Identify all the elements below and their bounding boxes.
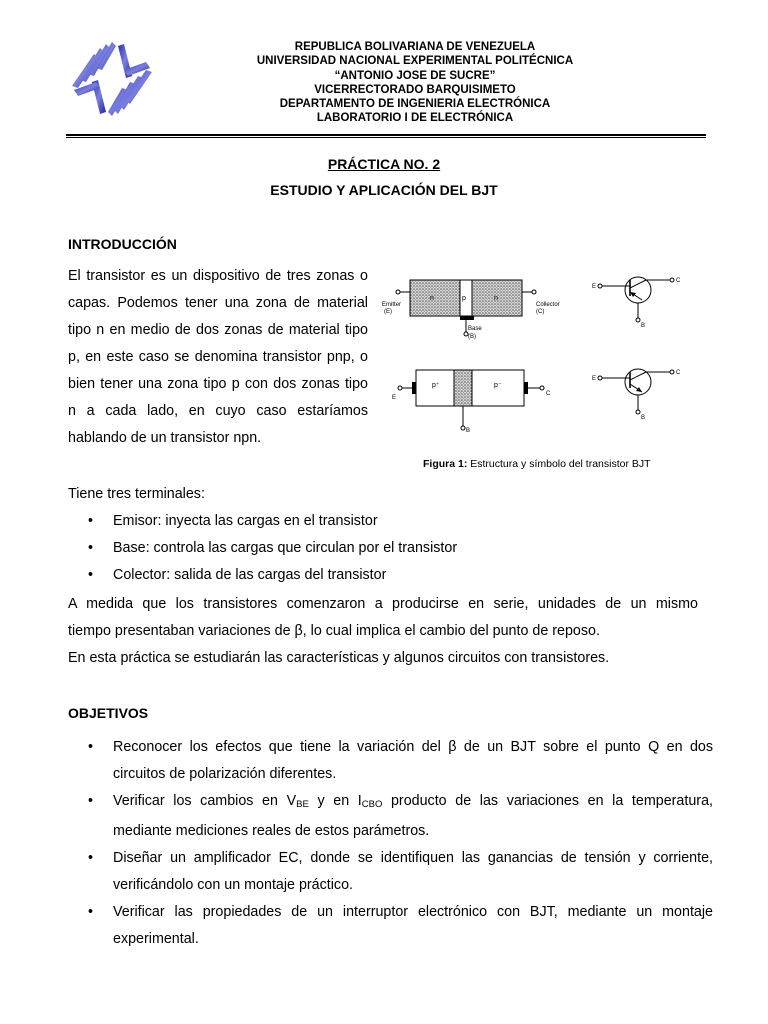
bullet: •	[88, 513, 94, 529]
collector-sub-label: (C)	[536, 309, 545, 315]
emitter-sub-label: (E)	[384, 309, 392, 315]
header-line: UNIVERSIDAD NACIONAL EXPERIMENTAL POLITÉCNICA	[256, 55, 574, 68]
bullet: •	[88, 850, 94, 866]
beta-paragraph-line: tiempo presentaban variaciones de β, lo cual implica el cambio del punto de reposo.	[68, 623, 600, 639]
practice-subject: ESTUDIO Y APLICACIÓN DEL BJT	[270, 182, 498, 198]
bjt-structure-figure	[380, 270, 700, 440]
figure-caption-label: Figura 1:	[423, 458, 468, 470]
collector-label: Collector	[536, 302, 560, 308]
practice-title: PRÁCTICA NO. 2	[327, 156, 441, 172]
closing-paragraph: En esta práctica se estudiarán las características y algunos circuitos con transistores.	[68, 650, 610, 666]
list-item: • Reconocer los efectos que tiene la variación del β de un BJT sobre el punto Q en dos circuitos de polarización diferentes.	[68, 734, 713, 788]
list-item: • Diseñar un amplificador EC, donde se identifiquen las ganancias de tensión y corriente, verificándolo con un montaje práctico.	[68, 845, 713, 899]
list-item: • Verificar las propiedades de un interruptor electrónico con BJT, mediante un montaje experimental.	[68, 899, 713, 953]
header-line: VICERRECTORADO BARQUISIMETO	[314, 83, 516, 96]
emitter-terminal-label: E	[392, 395, 397, 401]
npn-transistor-symbol	[592, 369, 681, 421]
list-item: • Colector: salida de las cargas del transistor	[68, 562, 688, 589]
intro-heading: INTRODUCCIÓN	[68, 236, 177, 252]
base-terminal-label: B	[466, 428, 471, 434]
collector-terminal-label: C	[546, 391, 551, 397]
intro-paragraph: El transistor es un dispositivo de tres zonas o capas. Podemos tener una zona de material tipo n en medio de dos zonas de material tipo p, en este caso se denomina transistor pnp, o bien tener una zona tipo p con dos zonas tipo n a cada lado, en cuyo caso estaríamos hablando de un transistor npn.	[68, 268, 368, 446]
list-item: • Emisor: inyecta las cargas en el transistor	[68, 508, 688, 535]
npn-structure-diagram	[382, 280, 560, 340]
base-sub-label: (B)	[468, 334, 476, 340]
institution-header	[150, 40, 680, 126]
objectives-list	[68, 734, 713, 953]
collector-symbol-label: C	[676, 370, 681, 376]
list-item: • Base: controla las cargas que circulan por el transistor	[68, 535, 688, 562]
region-label: p⁺	[432, 382, 440, 389]
base-symbol-label: B	[641, 323, 646, 329]
figure-caption-text: Estructura y símbolo del transistor BJT	[467, 458, 651, 470]
region-label: p⁻	[494, 382, 502, 389]
bullet: •	[88, 540, 94, 556]
terminals-intro: Tiene tres terminales:	[68, 486, 205, 502]
bullet: •	[88, 904, 94, 920]
emitter-symbol-label: E	[592, 376, 597, 382]
pnp-transistor-symbol	[592, 277, 681, 329]
base-symbol-label: B	[641, 415, 646, 421]
terminals-list	[68, 508, 688, 589]
region-label: n	[494, 295, 498, 302]
collector-symbol-label: C	[676, 278, 681, 284]
header-divider	[66, 134, 706, 138]
pnp-structure-diagram	[392, 370, 551, 434]
beta-paragraph-line: A medida que los transistores comenzaron a producirse en serie, unidades de un mismo	[68, 596, 698, 612]
base-label: Base	[468, 326, 482, 332]
emitter-label: Emitter	[382, 302, 402, 308]
objectives-heading: OBJETIVOS	[68, 705, 149, 721]
bullet: •	[88, 793, 94, 809]
bullet: •	[88, 739, 94, 755]
bullet: •	[88, 567, 94, 583]
region-label: p	[462, 295, 466, 302]
emitter-symbol-label: E	[592, 284, 597, 290]
list-item: • Verificar los cambios en $V_{BE}$ y en $I_{CBO}$ producto de las variaciones en la temperatura, mediante mediciones reales de estos parámetros.	[68, 788, 713, 845]
figure-caption	[423, 458, 651, 470]
header-line: “ANTONIO JOSE DE SUCRE”	[334, 69, 496, 82]
header-line: LABORATORIO I DE ELECTRÓNICA	[316, 112, 514, 125]
region-label: n	[430, 295, 434, 302]
header-line: REPUBLICA BOLIVARIANA DE VENEZUELA	[294, 41, 536, 53]
university-logo	[66, 38, 158, 122]
header-line: DEPARTAMENTO DE INGENIERIA ELECTRÓNICA	[279, 98, 551, 111]
